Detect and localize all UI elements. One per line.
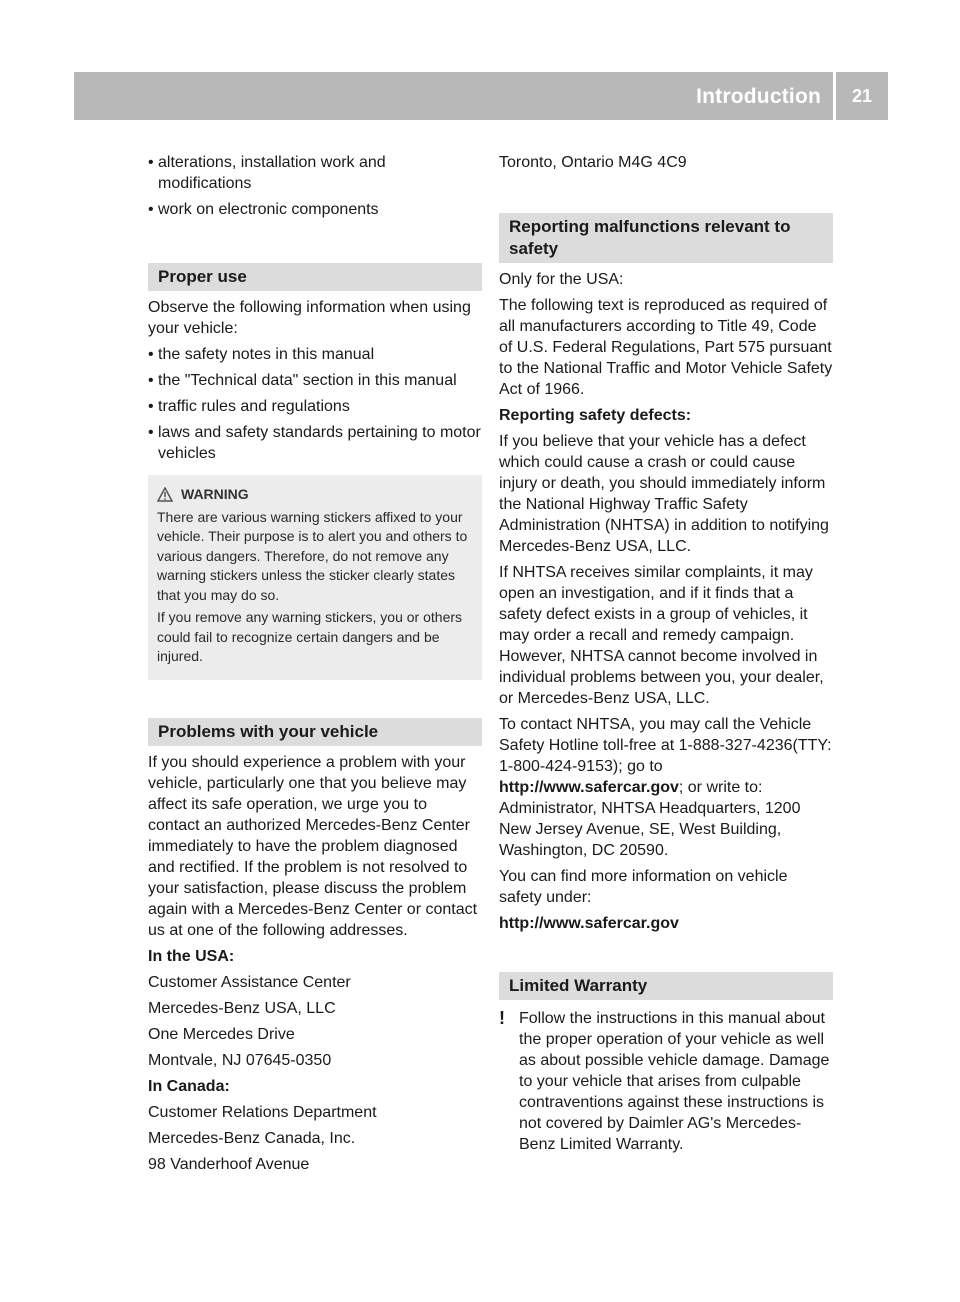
warning-paragraph: There are various warning stickers affixed to your vehicle. Their purpose is to alert you and others to various dangers. Therefore, do not remove any warning stickers unless the sticker clearly states that you may do so. <box>157 508 468 603</box>
address-line: Toronto, Ontario M4G 4C9 <box>499 154 687 171</box>
section-heading-warranty: Limited Warranty <box>499 972 833 1000</box>
bullet-icon: • <box>148 372 154 389</box>
reporting-paragraph: If you believe that your vehicle has a defect which could cause a crash or could cause injury or death, you should immediately inform the National Highway Traffic Safety Administration (NHTSA) in addition to notifying Mercedes-Benz USA, LLC. <box>499 433 829 555</box>
address-line: Mercedes-Benz USA, LLC <box>148 999 336 1017</box>
problems-body: If you should experience a problem with your vehicle, particularly one that you believe may affect its safe operation, we urge you to contact an authorized Mercedes-Benz Center immediately to have the problem diagnosed and rectified. If the problem is not resolved to your satisfaction, please discuss the problem again with a Mercedes-Benz Center or contact us at one of the following addresses. <box>148 753 478 939</box>
warning-title: WARNING <box>157 485 473 505</box>
usa-label: In the USA: <box>148 947 235 965</box>
safercar-link[interactable]: http://www.safercar.gov <box>499 779 679 796</box>
section-heading-reporting: Reporting malfunctions relevant to safety <box>499 213 833 263</box>
left-column <box>148 152 482 1180</box>
address-line: 98 Vanderhoof Avenue <box>148 1155 310 1173</box>
list-item: • the "Technical data" section in this manual <box>148 372 457 389</box>
address-line: Customer Assistance Center <box>148 973 351 991</box>
right-column <box>499 152 833 1155</box>
list-item: • traffic rules and regulations <box>148 398 350 415</box>
reporting-paragraph: The following text is reproduced as required of all manufacturers according to Title 49, Code of U.S. Federal Regulations, Part 575 pursuant to the National Traffic and Motor Vehicle Safety Act of 1966. <box>499 297 833 398</box>
warranty-note-text: Follow the instructions in this manual about the proper operation of your vehicle as well as about possible vehicle damage. Damage to your vehicle that arises from culpable contraventions against these instructions is not covered by Daimler AG's Mercedes-Benz Limited Warranty. <box>519 1010 830 1153</box>
bullet-icon: • <box>148 201 154 218</box>
only-usa-text: Only for the USA: <box>499 271 624 288</box>
bullet-icon: • <box>148 154 154 171</box>
list-item: • laws and safety standards pertaining to motor vehicles <box>148 424 481 462</box>
list-item: • the safety notes in this manual <box>148 346 375 363</box>
address-line: Customer Relations Department <box>148 1103 377 1121</box>
bullet-icon: • <box>148 398 154 415</box>
proper-use-list <box>148 344 482 464</box>
exclamation-icon: ! <box>499 1008 505 1028</box>
bullet-icon: • <box>148 424 154 441</box>
warning-triangle-icon <box>157 487 173 502</box>
address-line: Montvale, NJ 07645-0350 <box>148 1051 332 1069</box>
warranty-note <box>499 1008 833 1155</box>
header-title: Introduction <box>696 84 821 108</box>
list-item: • alterations, installation work and modifications <box>148 154 386 192</box>
reporting-paragraph: To contact NHTSA, you may call the Vehicle Safety Hotline toll-free at 1-888-327-4236(TTY: 1-800-424-9153); go to http://www.safercar.gov; or write to: Administrator, NHTSA Headquarters, 1200 New Jersey Avenue, SE, West Building, Washington, DC 20590. <box>499 716 832 859</box>
top-bullet-list <box>148 152 482 220</box>
page-number: 21 <box>851 85 873 106</box>
warning-box <box>148 475 482 680</box>
section-heading-proper-use: Proper use <box>148 263 482 291</box>
proper-use-intro: Observe the following information when using your vehicle: <box>148 299 471 337</box>
bullet-icon: • <box>148 346 154 363</box>
address-line: One Mercedes Drive <box>148 1025 295 1043</box>
canada-label: In Canada: <box>148 1077 230 1095</box>
defects-label: Reporting safety defects: <box>499 407 692 424</box>
warning-paragraph: If you remove any warning stickers, you or others could fail to recognize certain dangers and be injured. <box>157 609 463 664</box>
address-line: Mercedes-Benz Canada, Inc. <box>148 1129 356 1147</box>
list-item: • work on electronic components <box>148 201 379 218</box>
reporting-paragraph: If NHTSA receives similar complaints, it may open an investigation, and if it finds that a safety defect exists in a group of vehicles, it may order a recall and remedy campaign. However, NHTSA cannot become involved in individual problems between you, your dealer, or Mercedes-Benz USA, LLC. <box>499 564 824 707</box>
reporting-paragraph: You can find more information on vehicle safety under: <box>499 868 788 906</box>
section-heading-problems: Problems with your vehicle <box>148 718 482 746</box>
page-header <box>74 72 888 120</box>
safercar-link[interactable]: http://www.safercar.gov <box>499 915 679 932</box>
